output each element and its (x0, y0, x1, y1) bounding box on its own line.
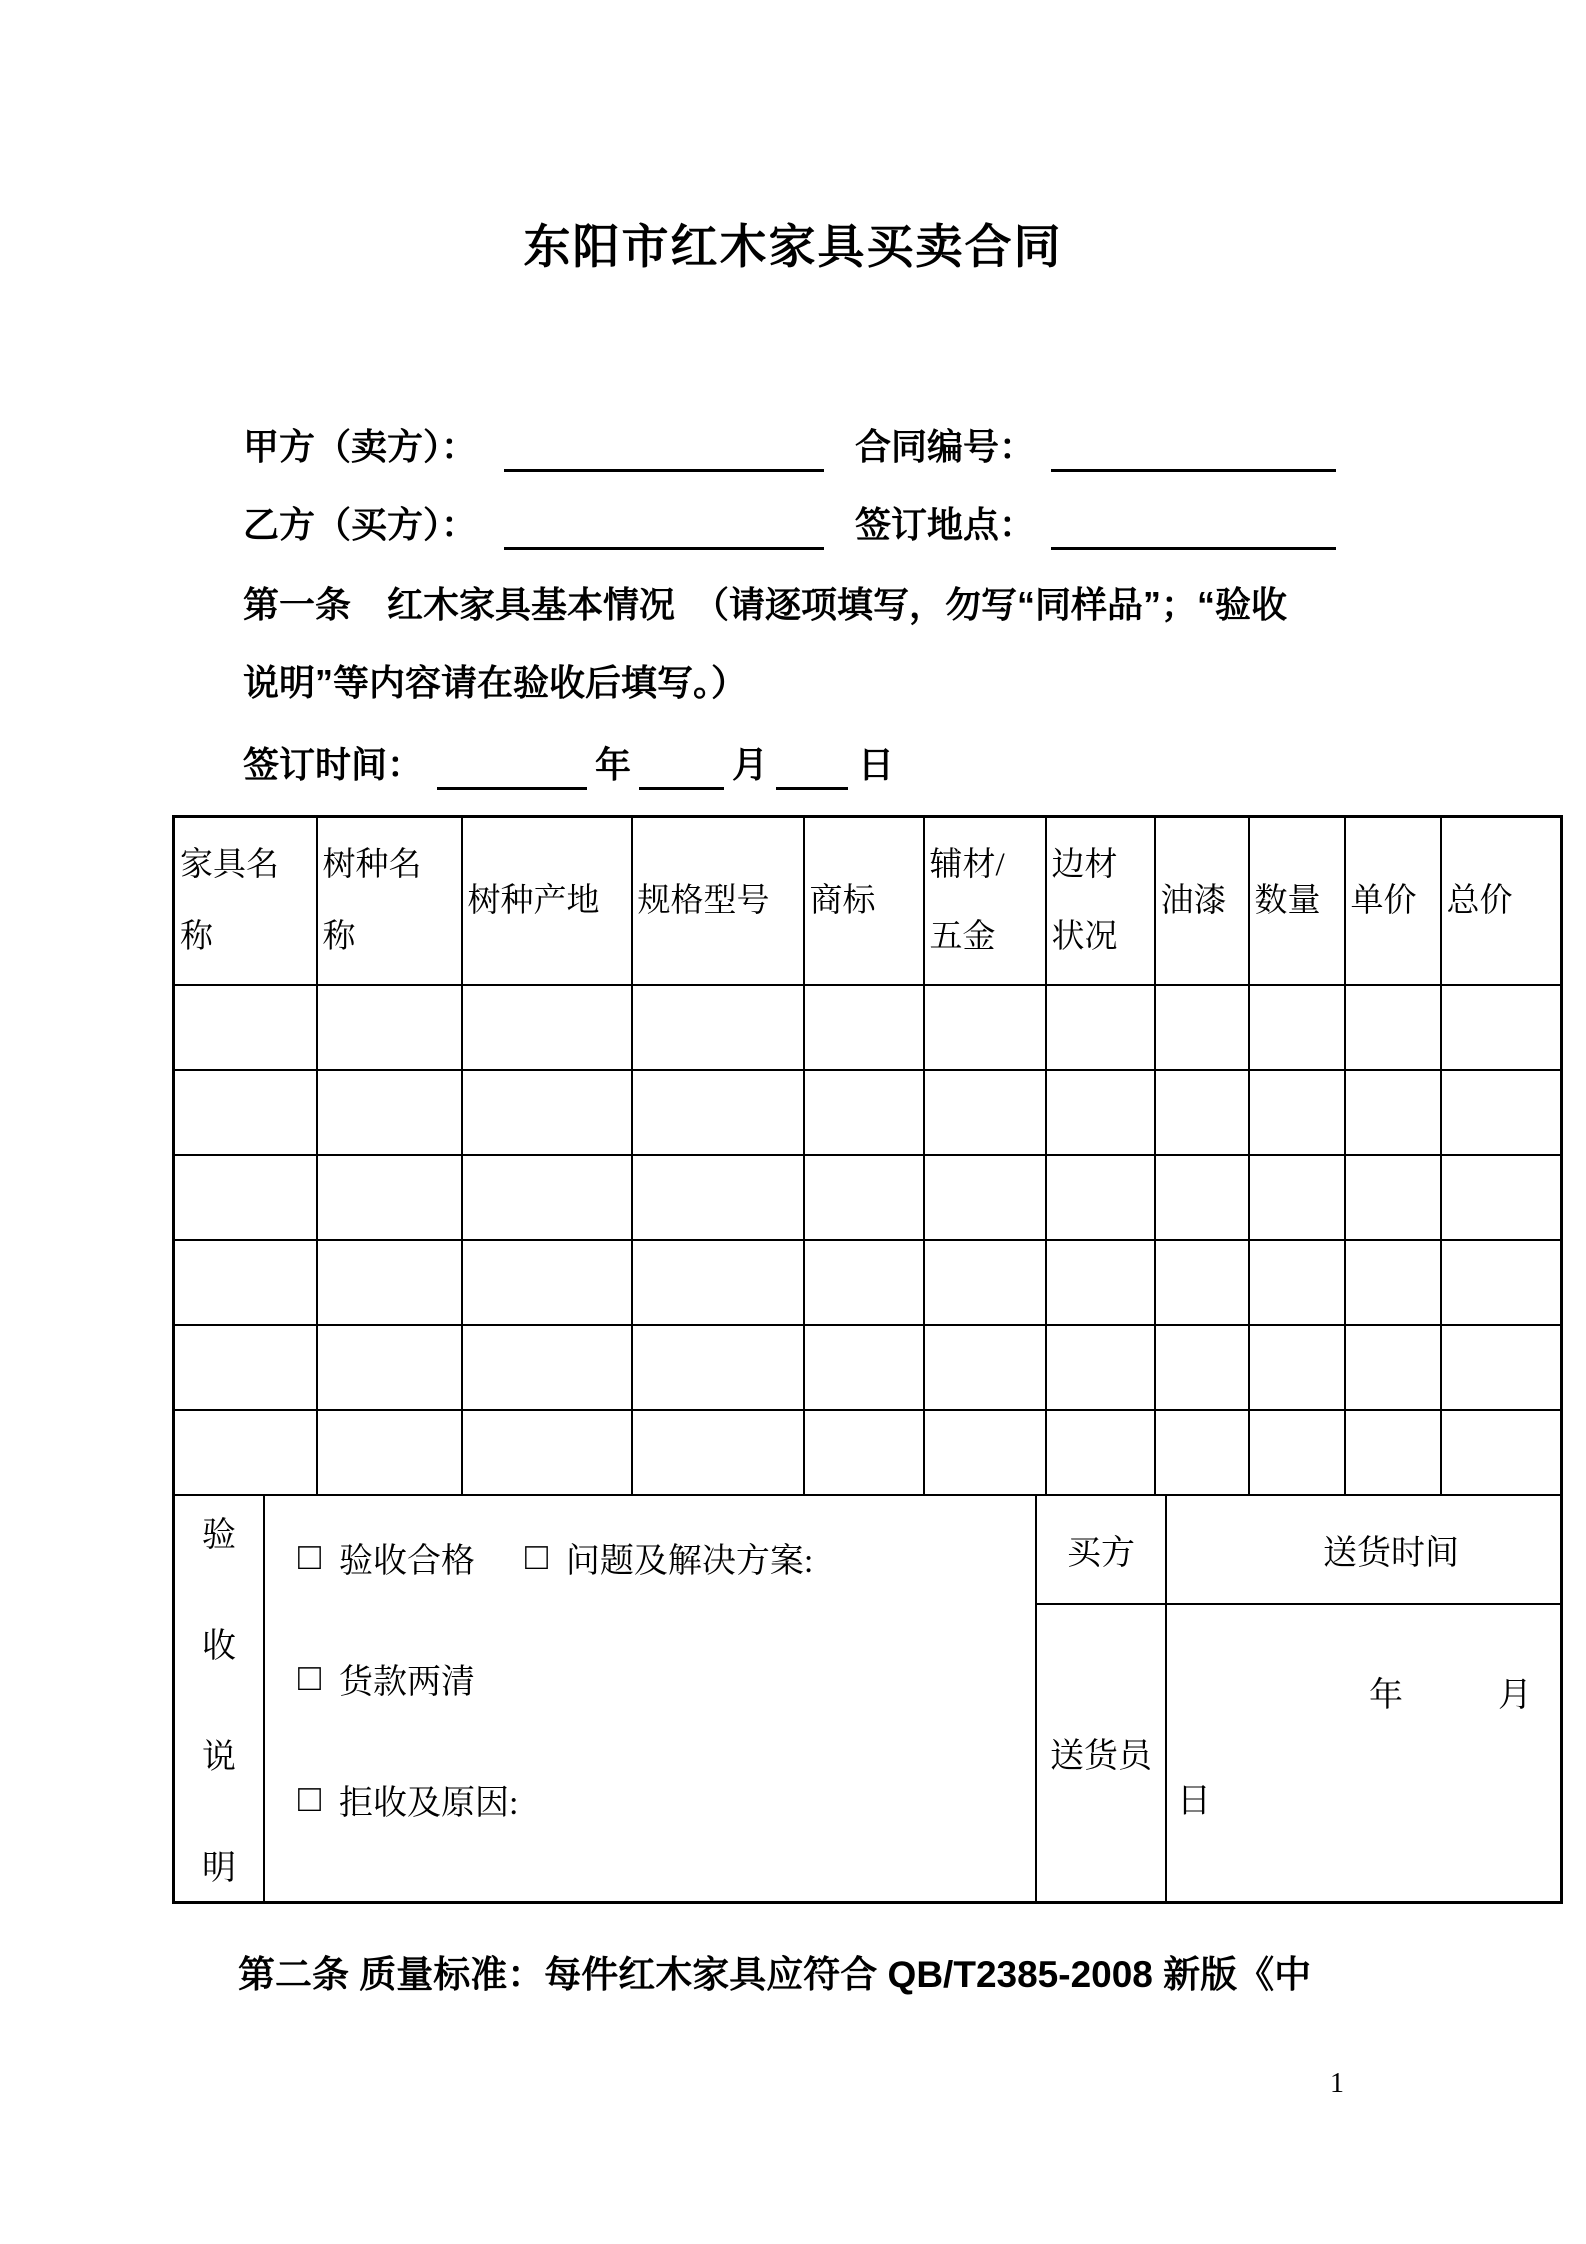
column-header: 数量 (1249, 817, 1345, 985)
deliverer-label: 送货员 (1050, 1738, 1152, 1775)
sign-time-label: 签订时间： (243, 744, 424, 785)
clause1-line1: 第一条 红木家具基本情况 （请逐项填写，勿写“同样品”；“验收 (243, 584, 1288, 625)
table-cell-empty[interactable] (174, 985, 317, 1070)
table-cell-empty[interactable] (462, 1155, 632, 1240)
table-cell-empty[interactable] (1249, 1240, 1345, 1325)
buyer-label: 买方 (1067, 1534, 1135, 1572)
table-cell-empty[interactable] (632, 1070, 804, 1155)
page-number: 1 (1330, 2068, 1344, 2099)
checkbox-reject-icon[interactable]: □ (298, 1778, 321, 1820)
table-row (174, 1410, 1562, 1495)
table-cell-empty[interactable] (924, 1155, 1046, 1240)
table-cell-empty[interactable] (924, 1240, 1046, 1325)
sign-time-day-blank[interactable] (776, 746, 848, 790)
table-cell-empty[interactable] (804, 1240, 924, 1325)
acceptance-options (265, 1496, 1037, 1901)
party-b-label: 乙方（买方）： (243, 504, 478, 545)
table-cell-empty[interactable] (174, 1410, 317, 1495)
table-cell-empty[interactable] (462, 1240, 632, 1325)
table-cell-empty[interactable] (1046, 1325, 1155, 1410)
table-cell-empty[interactable] (1155, 1410, 1249, 1495)
table-cell-empty[interactable] (804, 1325, 924, 1410)
delivery-date-year-month (1369, 1667, 1532, 1716)
table-cell-empty[interactable] (1249, 1070, 1345, 1155)
table-cell-empty[interactable] (1155, 1325, 1249, 1410)
sign-time-month-blank[interactable] (639, 746, 724, 790)
sign-time-year-blank[interactable] (437, 746, 587, 790)
checkbox-paid-icon[interactable]: □ (298, 1657, 321, 1699)
table-cell-empty[interactable] (1249, 985, 1345, 1070)
year-label: 年 (595, 744, 632, 785)
column-header: 辅材/ 五金 (924, 817, 1046, 985)
table-body (174, 985, 1562, 1495)
table-cell-empty[interactable] (1046, 1070, 1155, 1155)
table-cell-empty[interactable] (1155, 1070, 1249, 1155)
option-reject-label: 拒收及原因: (338, 1784, 519, 1822)
party-b-line (243, 500, 1336, 550)
table-cell-empty[interactable] (1441, 985, 1562, 1070)
table-cell-empty[interactable] (1441, 1410, 1562, 1495)
month-label: 月 (732, 744, 769, 785)
party-b-blank[interactable] (504, 506, 824, 550)
column-header: 边材 状况 (1046, 817, 1155, 985)
table-row (174, 1070, 1562, 1155)
delivery-day-label: 日 (1177, 1782, 1211, 1820)
contract-no-blank[interactable] (1051, 428, 1336, 472)
acceptance-char-2: 收 (202, 1628, 236, 1665)
table-header-row (174, 817, 1562, 985)
table-cell-empty[interactable] (462, 985, 632, 1070)
table-cell-empty[interactable] (174, 1325, 317, 1410)
option-issue-label: 问题及解决方案: (565, 1542, 814, 1580)
delivery-date-cell (1167, 1605, 1560, 1901)
deliverer-cell (1037, 1605, 1167, 1901)
acceptance-option-line-2 (298, 1654, 1035, 1703)
acceptance-note-label (175, 1496, 265, 1901)
party-a-line (243, 422, 1336, 472)
column-header: 树种名 称 (317, 817, 462, 985)
sign-time-line (243, 740, 894, 790)
table-cell-empty[interactable] (317, 1155, 462, 1240)
table-cell-empty[interactable] (1249, 1410, 1345, 1495)
table-row (174, 1155, 1562, 1240)
column-header: 油漆 (1155, 817, 1249, 985)
contract-no-label: 合同编号： (855, 426, 1036, 467)
table-cell-empty[interactable] (804, 985, 924, 1070)
table-cell-empty[interactable] (174, 1240, 317, 1325)
table-cell-empty[interactable] (462, 1325, 632, 1410)
table-cell-empty[interactable] (1345, 1325, 1441, 1410)
table-cell-empty[interactable] (804, 1155, 924, 1240)
table-cell-empty[interactable] (1155, 1240, 1249, 1325)
acceptance-char-1: 验 (202, 1517, 236, 1554)
column-header: 单价 (1345, 817, 1441, 985)
table-row (174, 1240, 1562, 1325)
table-cell-empty[interactable] (1249, 1325, 1345, 1410)
table-cell-empty[interactable] (317, 1325, 462, 1410)
table-cell-empty[interactable] (1155, 1155, 1249, 1240)
table-cell-empty[interactable] (804, 1410, 924, 1495)
table-cell-empty[interactable] (1249, 1155, 1345, 1240)
acceptance-section-row (174, 1495, 1562, 1903)
day-label: 日 (858, 744, 895, 785)
table-cell-empty[interactable] (924, 1410, 1046, 1495)
column-header: 规格型号 (632, 817, 804, 985)
delivery-time-label: 送货时间 (1323, 1534, 1459, 1572)
table-row (174, 985, 1562, 1070)
acceptance-option-line-1 (298, 1533, 1035, 1582)
sign-place-label: 签订地点： (855, 504, 1036, 545)
table-cell-empty[interactable] (1046, 1410, 1155, 1495)
delivery-time-cell (1167, 1496, 1560, 1605)
table-cell-empty[interactable] (804, 1070, 924, 1155)
acceptance-char-4: 明 (202, 1850, 236, 1887)
buyer-cell (1037, 1496, 1167, 1605)
table-cell-empty[interactable] (1046, 1240, 1155, 1325)
table-cell-empty[interactable] (632, 985, 804, 1070)
option-pass-label: 验收合格 (338, 1542, 475, 1580)
acceptance-char-3: 说 (202, 1739, 236, 1776)
column-header: 家具名 称 (174, 817, 317, 985)
table-cell-empty[interactable] (1345, 1410, 1441, 1495)
table-cell-empty[interactable] (317, 985, 462, 1070)
delivery-month-label: 月 (1498, 1676, 1532, 1714)
table-cell-empty[interactable] (1441, 1325, 1562, 1410)
table-cell-empty[interactable] (174, 1155, 317, 1240)
clause2-text: 第二条 质量标准：每件红木家具应符合 QB/T2385-2008 新版《中 (238, 1954, 1312, 1995)
table-cell-empty[interactable] (1441, 1155, 1562, 1240)
table-row (174, 1325, 1562, 1410)
table-cell-empty[interactable] (462, 1410, 632, 1495)
table-cell-empty[interactable] (632, 1325, 804, 1410)
option-paid-label: 货款两清 (338, 1663, 475, 1701)
delivery-year-label: 年 (1369, 1676, 1403, 1714)
table-cell-empty[interactable] (317, 1240, 462, 1325)
column-header: 树种产地 (462, 817, 632, 985)
table-cell-empty[interactable] (1441, 1240, 1562, 1325)
acceptance-option-line-3 (298, 1775, 1035, 1824)
table-cell-empty[interactable] (924, 985, 1046, 1070)
table-cell-empty[interactable] (924, 1070, 1046, 1155)
table-cell-empty[interactable] (632, 1410, 804, 1495)
furniture-spec-table (172, 815, 1563, 1904)
table-cell-empty[interactable] (317, 1070, 462, 1155)
table-cell-empty[interactable] (632, 1155, 804, 1240)
table-cell-empty[interactable] (1345, 1240, 1441, 1325)
table-cell-empty[interactable] (1155, 985, 1249, 1070)
table-cell-empty[interactable] (174, 1070, 317, 1155)
table-cell-empty[interactable] (1345, 985, 1441, 1070)
table-cell-empty[interactable] (924, 1325, 1046, 1410)
table-cell-empty[interactable] (1046, 985, 1155, 1070)
clause1-line2: 说明”等内容请在验收后填写。） (243, 662, 748, 703)
party-a-label: 甲方（卖方）： (243, 426, 478, 467)
page-title: 东阳市红木家具买卖合同 (523, 220, 1063, 273)
party-a-blank[interactable] (504, 428, 824, 472)
table-cell-empty[interactable] (1441, 1070, 1562, 1155)
column-header: 商标 (804, 817, 924, 985)
table-cell-empty[interactable] (632, 1240, 804, 1325)
table-cell-empty[interactable] (1046, 1155, 1155, 1240)
sign-place-blank[interactable] (1051, 506, 1336, 550)
acceptance-section (174, 1495, 1562, 1903)
table-cell-empty[interactable] (317, 1410, 462, 1495)
table-cell-empty[interactable] (1345, 1155, 1441, 1240)
checkbox-pass-icon[interactable]: □ (298, 1536, 321, 1578)
column-header: 总价 (1441, 817, 1562, 985)
table-cell-empty[interactable] (1345, 1070, 1441, 1155)
checkbox-issue-icon[interactable]: □ (524, 1536, 548, 1578)
table-cell-empty[interactable] (462, 1070, 632, 1155)
